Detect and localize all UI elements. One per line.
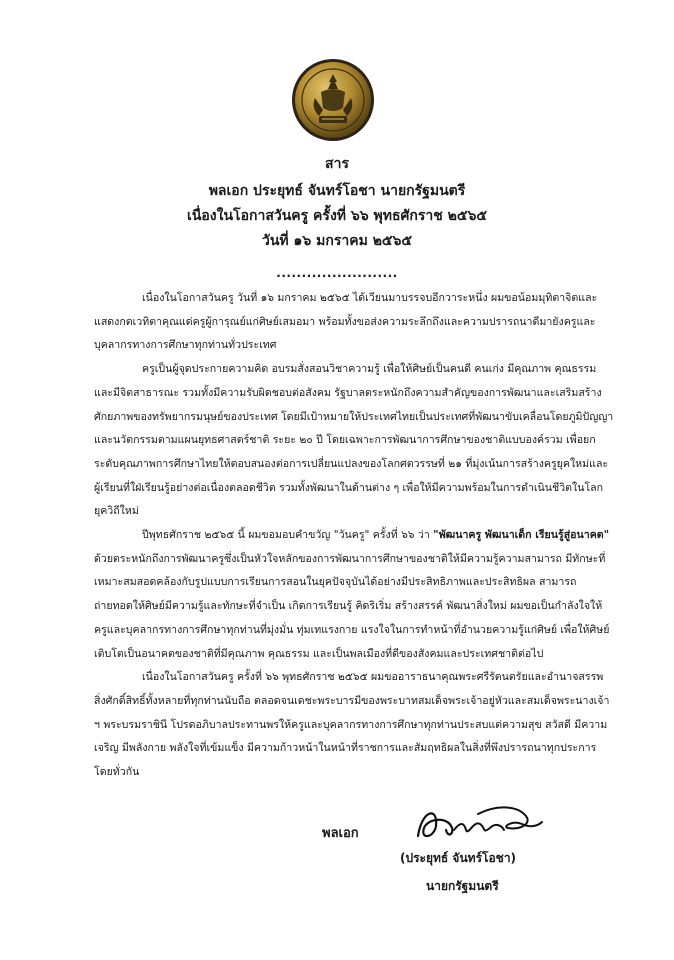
paragraph-motto xyxy=(94,524,614,666)
signature-block xyxy=(0,800,674,910)
document-label: สาร xyxy=(325,156,349,172)
header-date: วันที่ ๑๖ มกราคม ๒๕๖๕ xyxy=(261,233,413,249)
handwritten-signature xyxy=(408,800,548,846)
motto-lead: ปีพุทธศักราช ๒๕๖๕ นี้ ผมขอมอบคำขวัญ "วันครู" ครั้งที่ ๖๖ ว่า xyxy=(142,529,434,542)
motto-rest: ด้วยตระหนักถึงการพัฒนาครูซึ่งเป็นหัวใจหลักของการพัฒนาการศึกษาของชาติให้มีความรู้ความสามารถ มีทักษะที่เหมาะสมสอดคล้องกับรูปแบบการเรียนการสอนในยุคปัจจุบันได้อย่างมีประสิทธิภาพและประสิทธิผล สามารถถ่ายทอดให้ศิษย์มีความรู้และทักษะที่จำเป็น เกิดการเรียนรู้ คิดริเริ่ม สร้างสรรค์ พัฒนาสิ่งใหม่ ผมขอเป็นกำลังใจให้ครูและบุคลากรทางการศึกษาทุกท่านที่มุ่งมั่น ทุ่มเทแรงกาย แรงใจในการทำหน้าที่อำนวยความรู้แก่ศิษย์ เพื่อให้ศิษย์เติบโตเป็นอนาคตของชาติที่มีคุณภาพ คุณธรรม และเป็นพลเมืองที่ดีของสังคมและประเทศชาติต่อไป xyxy=(94,552,610,660)
government-seal-icon xyxy=(291,58,375,142)
paragraph-teachers-role: ครูเป็นผู้จุดประกายความคิด อบรมสั่งสอนวิชาความรู้ เพื่อให้ศิษย์เป็นคนดี คนเก่ง มีคุณภาพ คุณธรรม และมีจิตสาธารณะ รวมทั้งมีความรับผิดชอบต่อสังคม รัฐบาลตระหนักถึงความสำคัญของการพัฒนาและเสริมสร้างศักยภาพของทรัพยากรมนุษย์ของประเทศ โดยมีเป้าหมายให้ประเทศไทยเป็นประเทศที่พัฒนาขับเคลื่อนโดยภูมิปัญญาและนวัตกรรมตามแผนยุทธศาสตร์ชาติ ระยะ ๒๐ ปี โดยเฉพาะการพัฒนาการศึกษาของชาติแบบองค์รวม เพื่อยกระดับคุณภาพการศึกษาไทยให้ตอบสนองต่อการเปลี่ยนแปลงของโลกศตวรรษที่ ๒๑ ที่มุ่งเน้นการสร้างครูยุคใหม่และผู้เรียนที่ใฝ่เรียนรู้อย่างต่อเนื่องตลอดชีวิต รวมทั้งพัฒนาในด้านต่าง ๆ เพื่อให้มีความพร้อมในการดำเนินชีวิตในโลกยุควิถีใหม่ xyxy=(94,363,614,518)
signature-rank: พลเอก xyxy=(322,826,359,841)
header-occasion: เนื่องในโอกาสวันครู ครั้งที่ ๖๖ พุทธศักราช ๒๕๖๕ xyxy=(187,208,487,224)
header-author: พลเอก ประยุทธ์ จันทร์โอชา นายกรัฐมนตรี xyxy=(208,183,466,199)
motto-text: "พัฒนาครู พัฒนาเด็ก เรียนรู้สู่อนาคต" xyxy=(433,529,610,542)
divider: ........................ xyxy=(276,266,398,280)
signatory-position: นายกรัฐมนตรี xyxy=(426,879,499,893)
paragraph-blessing: เนื่องในโอกาสวันครู ครั้งที่ ๖๖ พุทธศักราช ๒๕๖๕ ผมขออาราธนาคุณพระศรีรัตนตรัยและอำนาจสรรพสิ่งศักดิ์สิทธิ์ทั้งหลายที่ทุกท่านนับถือ ตลอดจนเดชะพระบารมีของพระบาทสมเด็จพระเจ้าอยู่หัวและสมเด็จพระนางเจ้า ฯ พระบรมราชินี โปรดอภิบาลประทานพรให้ครูและบุคลากรทางการศึกษาทุกท่านประสบแต่ความสุข สวัสดี มีความเจริญ มีพลังกาย พลังใจที่เข้มแข็ง มีความก้าวหน้าในหน้าที่ราชการและสัมฤทธิผลในสิ่งที่พึงปรารถนาทุกประการโดยทั่วกัน xyxy=(94,671,610,779)
paragraph-greeting: เนื่องในโอกาสวันครู วันที่ ๑๖ มกราคม ๒๕๖๕ ได้เวียนมาบรรจบอีกวาระหนึ่ง ผมขอน้อมมุทิตาจิตและแสดงกตเวทิตาคุณแด่ครูผู้การุณย์แก่ศิษย์เสมอมา พร้อมทั้งขอส่งความระลึกถึงและความปรารถนาดีมายังครูและบุคลากรทางการศึกษาทุกท่านทั่วประเทศ xyxy=(94,292,598,352)
letter-body xyxy=(94,287,614,785)
signatory-name: (ประยุทธ์ จันทร์โอชา) xyxy=(400,851,517,865)
